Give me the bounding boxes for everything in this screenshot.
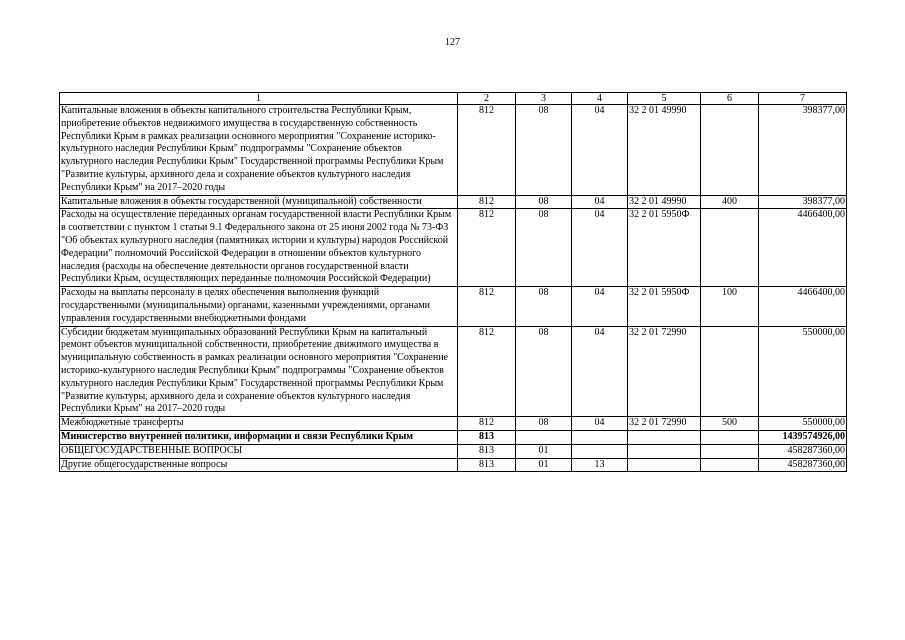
ministry-code-cell: 812 [458,209,516,287]
section-cell: 08 [516,105,572,196]
section-cell: 01 [516,458,572,472]
name-cell: Межбюджетные трансферты [60,417,458,431]
ministry-code-cell: 812 [458,326,516,417]
name-cell: Капитальные вложения в объекты государственной (муниципальной) собственности [60,195,458,209]
target-article-cell [628,458,701,472]
target-article-cell: 32 2 01 49990 [628,105,701,196]
budget-table [59,92,847,472]
name-cell: Субсидии бюджетам муниципальных образований Республики Крым на капитальный ремонт объектов муниципальной собственности, приобретение движимого имущества в муниципальную собственность в рамках реализации основного мероприятия "Сохранение историко-культурного наследия Республики Крым" подпрограммы "Сохранение объектов культурного наследия Республики Крым" Государственной программы Республики Крым "Развитие культуры, архивного дела и сохранение объектов культурного наследия Республики Крым" на 2017–2020 годы [60,326,458,417]
name-cell: Расходы на выплаты персоналу в целях обеспечения выполнения функций государственными (муниципальными) органами, казенными учреждениями, органами управления государственными внебюджетными фондами [60,287,458,326]
table-row [60,444,847,458]
ministry-code-cell: 813 [458,430,516,444]
subsection-cell [572,444,628,458]
ministry-code-cell: 812 [458,195,516,209]
amount-cell: 550000,00 [759,326,847,417]
amount-cell: 4466400,00 [759,209,847,287]
target-article-cell: 32 2 01 72990 [628,417,701,431]
table-row [60,105,847,196]
expense-type-cell: 500 [701,417,759,431]
ministry-code-cell: 813 [458,458,516,472]
amount-cell: 458287360,00 [759,458,847,472]
header-cell: 2 [458,93,516,105]
expense-type-cell: 400 [701,195,759,209]
ministry-code-cell: 812 [458,417,516,431]
target-article-cell: 32 2 01 5950Ф [628,209,701,287]
name-cell: Расходы на осуществление переданных органам государственной власти Республики Крым в соответствии с пунктом 1 статьи 9.1 Федерального закона от 25 июня 2002 года № 73-ФЗ "Об объектах культурного наследия (памятниках истории и культуры) народов Российской Федерации" полномочий Российской Федерации в отношении объектов культурного наследия (расходы на обеспечение деятельности органов государственной власти Республики Крым, осуществляющих переданные полномочия Российской Федерации) [60,209,458,287]
target-article-cell: 32 2 01 5950Ф [628,287,701,326]
table-row [60,326,847,417]
amount-cell: 458287360,00 [759,444,847,458]
expense-type-cell [701,430,759,444]
ministry-code-cell: 812 [458,105,516,196]
subsection-cell: 04 [572,326,628,417]
table-row [60,430,847,444]
expense-type-cell: 100 [701,287,759,326]
section-cell: 01 [516,444,572,458]
name-cell: Капитальные вложения в объекты капитального строительства Республики Крым, приобретение объектов недвижимого имущества в государственную собственность Республики Крым в рамках реализации основного мероприятия "Сохранение историко-культурного наследия Республики Крым" подпрограммы "Сохранение объектов культурного наследия Республики Крым" Государственной программы Республики Крым "Развитие культуры, архивного дела и сохранение объектов культурного наследия Республики Крым" на 2017–2020 годы [60,105,458,196]
expense-type-cell [701,444,759,458]
subsection-cell: 13 [572,458,628,472]
expense-type-cell [701,458,759,472]
header-cell: 5 [628,93,701,105]
amount-cell: 550000,00 [759,417,847,431]
header-cell: 3 [516,93,572,105]
expense-type-cell [701,105,759,196]
amount-cell: 398377,00 [759,195,847,209]
table-row [60,195,847,209]
header-cell: 4 [572,93,628,105]
subsection-cell: 04 [572,209,628,287]
ministry-code-cell: 813 [458,444,516,458]
subsection-cell: 04 [572,195,628,209]
table-row [60,417,847,431]
section-cell: 08 [516,326,572,417]
header-cell: 1 [60,93,458,105]
name-cell: ОБЩЕГОСУДАРСТВЕННЫЕ ВОПРОСЫ [60,444,458,458]
section-cell: 08 [516,417,572,431]
amount-cell: 4466400,00 [759,287,847,326]
section-cell: 08 [516,287,572,326]
section-cell: 08 [516,195,572,209]
header-cell: 6 [701,93,759,105]
table-row [60,209,847,287]
subsection-cell [572,430,628,444]
name-cell: Министерство внутренней политики, информации и связи Республики Крым [60,430,458,444]
target-article-cell: 32 2 01 49990 [628,195,701,209]
page-number: 127 [445,37,460,48]
amount-cell: 398377,00 [759,105,847,196]
header-cell: 7 [759,93,847,105]
section-cell [516,430,572,444]
ministry-code-cell: 812 [458,287,516,326]
table-row [60,287,847,326]
target-article-cell: 32 2 01 72990 [628,326,701,417]
subsection-cell: 04 [572,287,628,326]
expense-type-cell [701,326,759,417]
target-article-cell [628,444,701,458]
subsection-cell: 04 [572,417,628,431]
name-cell: Другие общегосударственные вопросы [60,458,458,472]
table-body [60,105,847,472]
table-row [60,458,847,472]
header-row [60,93,847,105]
expense-type-cell [701,209,759,287]
section-cell: 08 [516,209,572,287]
amount-cell: 1439574926,00 [759,430,847,444]
subsection-cell: 04 [572,105,628,196]
target-article-cell [628,430,701,444]
